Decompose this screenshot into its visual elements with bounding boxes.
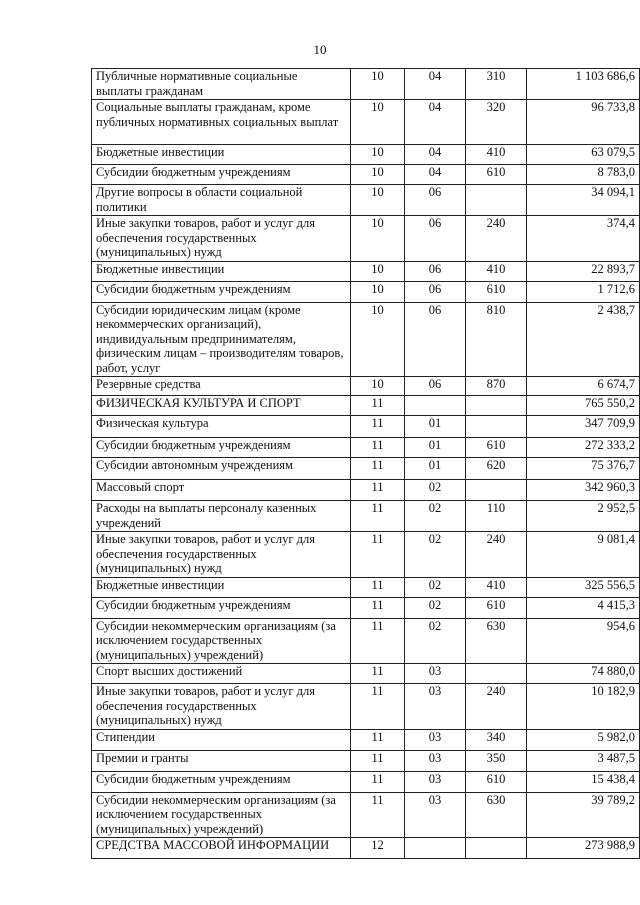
- row-subsection-code-cell: 01: [405, 438, 466, 458]
- row-name-cell: Бюджетные инвестиции: [92, 577, 351, 597]
- row-section-code-cell: 10: [351, 261, 405, 281]
- row-subsection-code-cell: 06: [405, 377, 466, 396]
- row-section-code-cell: 11: [351, 501, 405, 532]
- row-subsection-code-cell: 06: [405, 281, 466, 302]
- row-name-cell: ФИЗИЧЕСКАЯ КУЛЬТУРА И СПОРТ: [92, 396, 351, 416]
- row-amount-cell: 325 556,5: [527, 577, 640, 597]
- row-amount-cell: 63 079,5: [527, 145, 640, 165]
- row-amount-cell: 8 783,0: [527, 165, 640, 185]
- row-name-cell: Стипендии: [92, 729, 351, 750]
- row-expense-type-cell: 870: [466, 377, 527, 396]
- row-section-code-cell: 10: [351, 216, 405, 262]
- row-expense-type-cell: 410: [466, 145, 527, 165]
- row-amount-cell: 954,6: [527, 618, 640, 664]
- row-name-cell: Субсидии бюджетным учреждениям: [92, 281, 351, 302]
- row-section-code-cell: 10: [351, 185, 405, 216]
- row-expense-type-cell: 610: [466, 165, 527, 185]
- row-name-cell: Расходы на выплаты персоналу казенных учреждений: [92, 501, 351, 532]
- row-amount-cell: 272 333,2: [527, 438, 640, 458]
- row-name-cell: Иные закупки товаров, работ и услуг для обеспечения государственных (муниципальных) нужд: [92, 532, 351, 578]
- row-subsection-code-cell: 03: [405, 750, 466, 771]
- row-section-code-cell: 11: [351, 458, 405, 480]
- row-subsection-code-cell: 02: [405, 501, 466, 532]
- row-amount-cell: 34 094,1: [527, 185, 640, 216]
- row-name-cell: Социальные выплаты гражданам, кроме публичных нормативных социальных выплат: [92, 100, 351, 145]
- row-amount-cell: 273 988,9: [527, 838, 640, 859]
- row-section-code-cell: 11: [351, 729, 405, 750]
- row-amount-cell: 3 487,5: [527, 750, 640, 771]
- row-amount-cell: 2 952,5: [527, 501, 640, 532]
- row-section-code-cell: 10: [351, 302, 405, 377]
- row-expense-type-cell: [466, 480, 527, 501]
- row-name-cell: Субсидии юридическим лицам (кроме некоммерческих организаций), индивидуальным предпринимателям, физическим лицам – производителям товаров, работ, услуг: [92, 302, 351, 377]
- table-row: [92, 438, 640, 458]
- row-subsection-code-cell: 01: [405, 458, 466, 480]
- row-expense-type-cell: 340: [466, 729, 527, 750]
- table-row: [92, 577, 640, 597]
- row-name-cell: Бюджетные инвестиции: [92, 261, 351, 281]
- row-amount-cell: 765 550,2: [527, 396, 640, 416]
- row-name-cell: Субсидии бюджетным учреждениям: [92, 165, 351, 185]
- table-row: [92, 729, 640, 750]
- row-amount-cell: 342 960,3: [527, 480, 640, 501]
- row-amount-cell: 6 674,7: [527, 377, 640, 396]
- row-expense-type-cell: [466, 838, 527, 859]
- row-name-cell: Другие вопросы в области социальной политики: [92, 185, 351, 216]
- row-subsection-code-cell: 04: [405, 165, 466, 185]
- row-amount-cell: 9 081,4: [527, 532, 640, 578]
- row-expense-type-cell: 110: [466, 501, 527, 532]
- row-section-code-cell: 10: [351, 377, 405, 396]
- row-subsection-code-cell: [405, 838, 466, 859]
- row-section-code-cell: 11: [351, 396, 405, 416]
- row-name-cell: Резервные средства: [92, 377, 351, 396]
- row-name-cell: Иные закупки товаров, работ и услуг для обеспечения государственных (муниципальных) нужд: [92, 216, 351, 262]
- row-expense-type-cell: 810: [466, 302, 527, 377]
- row-subsection-code-cell: 03: [405, 684, 466, 730]
- row-subsection-code-cell: 03: [405, 664, 466, 684]
- row-expense-type-cell: 630: [466, 618, 527, 664]
- row-amount-cell: 4 415,3: [527, 597, 640, 618]
- table-row: [92, 100, 640, 145]
- row-name-cell: Физическая культура: [92, 416, 351, 438]
- row-expense-type-cell: 310: [466, 69, 527, 100]
- row-subsection-code-cell: 04: [405, 69, 466, 100]
- row-subsection-code-cell: 04: [405, 145, 466, 165]
- table-row: [92, 377, 640, 396]
- table-row: [92, 416, 640, 438]
- table-row: [92, 597, 640, 618]
- table-row: [92, 281, 640, 302]
- row-name-cell: Премии и гранты: [92, 750, 351, 771]
- row-subsection-code-cell: 06: [405, 216, 466, 262]
- row-section-code-cell: 12: [351, 838, 405, 859]
- row-amount-cell: 74 880,0: [527, 664, 640, 684]
- table-row: [92, 532, 640, 578]
- table-row: [92, 145, 640, 165]
- page-number: 10: [313, 42, 327, 57]
- row-expense-type-cell: [466, 664, 527, 684]
- row-subsection-code-cell: 06: [405, 261, 466, 281]
- table-row: [92, 618, 640, 664]
- row-name-cell: Субсидии бюджетным учреждениям: [92, 597, 351, 618]
- table-row: [92, 792, 640, 838]
- table-row: [92, 458, 640, 480]
- row-subsection-code-cell: 04: [405, 100, 466, 145]
- row-amount-cell: 10 182,9: [527, 684, 640, 730]
- table-row: [92, 750, 640, 771]
- row-section-code-cell: 11: [351, 618, 405, 664]
- row-amount-cell: 1 103 686,6: [527, 69, 640, 100]
- row-name-cell: Бюджетные инвестиции: [92, 145, 351, 165]
- row-section-code-cell: 11: [351, 771, 405, 792]
- row-section-code-cell: 11: [351, 750, 405, 771]
- row-section-code-cell: 11: [351, 438, 405, 458]
- row-subsection-code-cell: [405, 396, 466, 416]
- table-row: [92, 771, 640, 792]
- row-expense-type-cell: 620: [466, 458, 527, 480]
- row-section-code-cell: 11: [351, 597, 405, 618]
- row-section-code-cell: 10: [351, 100, 405, 145]
- row-subsection-code-cell: 02: [405, 597, 466, 618]
- row-name-cell: Спорт высших достижений: [92, 664, 351, 684]
- row-subsection-code-cell: 02: [405, 618, 466, 664]
- row-amount-cell: 2 438,7: [527, 302, 640, 377]
- table-row: [92, 664, 640, 684]
- row-expense-type-cell: [466, 185, 527, 216]
- row-expense-type-cell: 610: [466, 597, 527, 618]
- row-name-cell: Массовый спорт: [92, 480, 351, 501]
- table-row: [92, 261, 640, 281]
- row-amount-cell: 39 789,2: [527, 792, 640, 838]
- row-expense-type-cell: 630: [466, 792, 527, 838]
- row-amount-cell: 15 438,4: [527, 771, 640, 792]
- row-subsection-code-cell: 03: [405, 729, 466, 750]
- table-row: [92, 165, 640, 185]
- row-name-cell: Публичные нормативные социальные выплаты гражданам: [92, 69, 351, 100]
- row-section-code-cell: 10: [351, 145, 405, 165]
- row-name-cell: Субсидии бюджетным учреждениям: [92, 771, 351, 792]
- row-expense-type-cell: [466, 396, 527, 416]
- row-subsection-code-cell: 01: [405, 416, 466, 438]
- row-amount-cell: 347 709,9: [527, 416, 640, 438]
- table-row: [92, 216, 640, 262]
- table-row: [92, 69, 640, 100]
- row-name-cell: СРЕДСТВА МАССОВОЙ ИНФОРМАЦИИ: [92, 838, 351, 859]
- row-subsection-code-cell: 06: [405, 302, 466, 377]
- table-row: [92, 684, 640, 730]
- row-expense-type-cell: 610: [466, 438, 527, 458]
- table-row: [92, 501, 640, 532]
- row-name-cell: Субсидии некоммерческим организациям (за исключением государственных (муниципальных) учреждений): [92, 618, 351, 664]
- row-name-cell: Субсидии некоммерческим организациям (за исключением государственных (муниципальных) учреждений): [92, 792, 351, 838]
- row-expense-type-cell: 610: [466, 281, 527, 302]
- row-subsection-code-cell: 02: [405, 577, 466, 597]
- table-row: [92, 838, 640, 859]
- row-section-code-cell: 11: [351, 416, 405, 438]
- row-expense-type-cell: 320: [466, 100, 527, 145]
- table-row: [92, 302, 640, 377]
- row-expense-type-cell: 240: [466, 216, 527, 262]
- row-name-cell: Субсидии бюджетным учреждениям: [92, 438, 351, 458]
- row-subsection-code-cell: 06: [405, 185, 466, 216]
- row-expense-type-cell: 610: [466, 771, 527, 792]
- row-expense-type-cell: 350: [466, 750, 527, 771]
- row-amount-cell: 96 733,8: [527, 100, 640, 145]
- row-section-code-cell: 11: [351, 792, 405, 838]
- row-expense-type-cell: [466, 416, 527, 438]
- row-section-code-cell: 10: [351, 281, 405, 302]
- row-subsection-code-cell: 02: [405, 480, 466, 501]
- row-name-cell: Субсидии автономным учреждениям: [92, 458, 351, 480]
- row-subsection-code-cell: 03: [405, 792, 466, 838]
- row-expense-type-cell: 410: [466, 577, 527, 597]
- table-row: [92, 480, 640, 501]
- row-name-cell: Иные закупки товаров, работ и услуг для обеспечения государственных (муниципальных) нужд: [92, 684, 351, 730]
- row-section-code-cell: 11: [351, 480, 405, 501]
- row-subsection-code-cell: 03: [405, 771, 466, 792]
- row-amount-cell: 22 893,7: [527, 261, 640, 281]
- row-section-code-cell: 11: [351, 684, 405, 730]
- row-expense-type-cell: 240: [466, 532, 527, 578]
- row-amount-cell: 5 982,0: [527, 729, 640, 750]
- budget-table: [91, 68, 640, 859]
- row-expense-type-cell: 240: [466, 684, 527, 730]
- table-row: [92, 396, 640, 416]
- row-amount-cell: 1 712,6: [527, 281, 640, 302]
- row-section-code-cell: 10: [351, 165, 405, 185]
- row-section-code-cell: 10: [351, 69, 405, 100]
- row-amount-cell: 374,4: [527, 216, 640, 262]
- row-section-code-cell: 11: [351, 664, 405, 684]
- table-row: [92, 185, 640, 216]
- row-amount-cell: 75 376,7: [527, 458, 640, 480]
- row-expense-type-cell: 410: [466, 261, 527, 281]
- row-subsection-code-cell: 02: [405, 532, 466, 578]
- budget-table-body: [92, 69, 640, 859]
- row-section-code-cell: 11: [351, 577, 405, 597]
- row-section-code-cell: 11: [351, 532, 405, 578]
